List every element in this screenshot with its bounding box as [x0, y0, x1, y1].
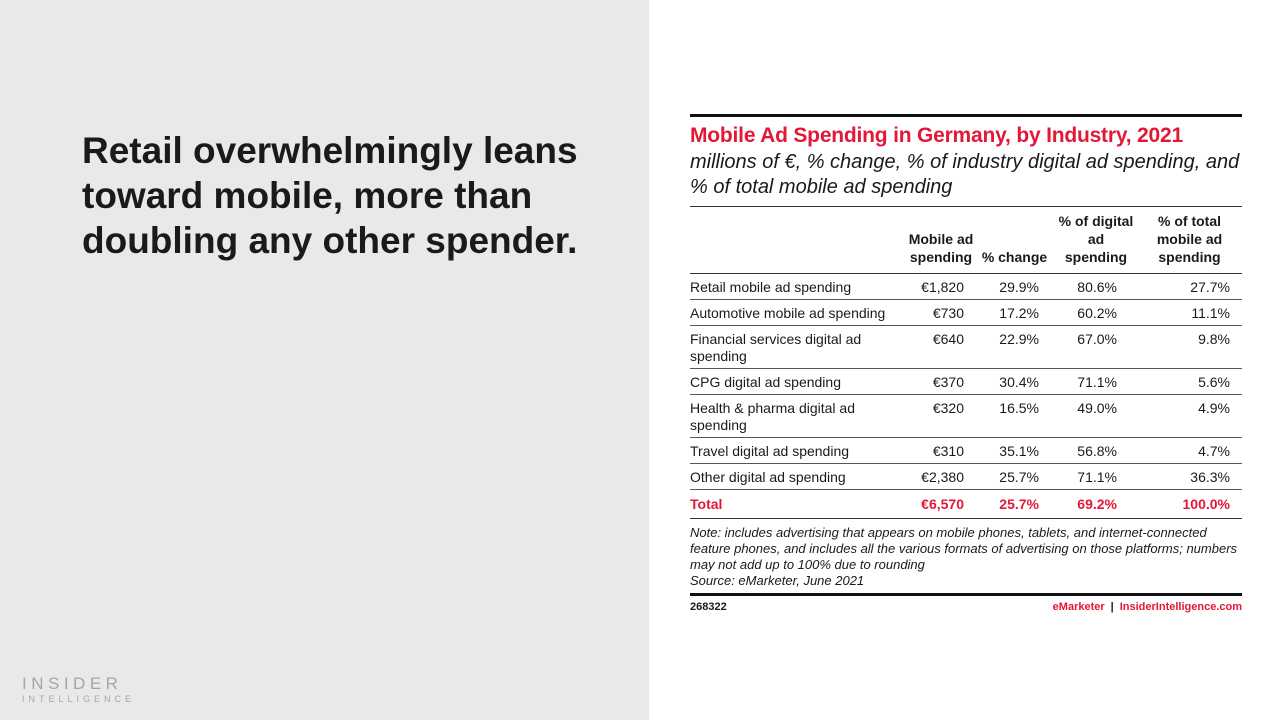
top-rule [690, 114, 1242, 117]
table-cell: 35.1% [974, 438, 1055, 464]
insider-intelligence-logo [22, 675, 135, 705]
table-cell: 71.1% [1055, 369, 1137, 395]
table-row [690, 438, 1242, 464]
table-cell: 9.8% [1137, 326, 1242, 369]
table-cell: 16.5% [974, 395, 1055, 438]
logo-line-insider: INSIDER [22, 674, 123, 693]
row-label: Other digital ad spending [690, 464, 908, 490]
table-cell: 71.1% [1055, 464, 1137, 490]
column-header: % change [974, 207, 1055, 274]
table-cell: 49.0% [1055, 395, 1137, 438]
table-row [690, 274, 1242, 300]
footer-separator: | [1110, 601, 1114, 613]
chart-footer [690, 601, 1242, 613]
chart-subtitle: millions of €, % change, % of industry digital ad spending, and % of total mobile ad spending [690, 151, 1240, 198]
table-cell: €640 [908, 326, 974, 369]
row-label: Automotive mobile ad spending [690, 300, 908, 326]
table-cell: 36.3% [1137, 464, 1242, 490]
header-row [690, 207, 1242, 274]
footer-emarketer: eMarketer [1052, 601, 1105, 613]
table-cell: 69.2% [1055, 490, 1137, 519]
table-cell: €730 [908, 300, 974, 326]
chart-id: 268322 [690, 601, 727, 613]
footer-insider-link: InsiderIntelligence.com [1119, 601, 1242, 613]
table-cell: 11.1% [1137, 300, 1242, 326]
table-cell: €1,820 [908, 274, 974, 300]
row-label: Health & pharma digital ad spending [690, 395, 908, 438]
table-cell: 27.7% [1137, 274, 1242, 300]
chart-title: Mobile Ad Spending in Germany, by Industry, 2021 [690, 124, 1183, 147]
table-cell: 29.9% [974, 274, 1055, 300]
table-cell: 56.8% [1055, 438, 1137, 464]
column-header: Mobile ad spending [908, 207, 974, 274]
column-header [690, 207, 908, 274]
table-cell: 25.7% [974, 490, 1055, 519]
table-cell: 30.4% [974, 369, 1055, 395]
source-text: Source: eMarketer, June 2021 [690, 573, 865, 588]
table-cell: 25.7% [974, 464, 1055, 490]
column-header: % of total mobile ad spending [1137, 207, 1242, 274]
table-cell: 4.7% [1137, 438, 1242, 464]
total-row [690, 490, 1242, 519]
table-body [690, 274, 1242, 519]
column-header: % of digital ad spending [1055, 207, 1137, 274]
logo-line-intelligence: INTELLIGENCE [22, 694, 136, 704]
headline: Retail overwhelmingly leans toward mobile, more than doubling any other spender. [82, 130, 578, 261]
table-cell: 22.9% [974, 326, 1055, 369]
table-cell: 100.0% [1137, 490, 1242, 519]
table-row [690, 369, 1242, 395]
data-table [690, 207, 1242, 519]
table-cell: €370 [908, 369, 974, 395]
chart-card [690, 114, 1242, 613]
table-cell: €310 [908, 438, 974, 464]
row-label: Retail mobile ad spending [690, 274, 908, 300]
table-cell: €6,570 [908, 490, 974, 519]
table-cell: 4.9% [1137, 395, 1242, 438]
bottom-rule [690, 593, 1242, 596]
table-cell: €2,380 [908, 464, 974, 490]
footer-brands [1053, 601, 1242, 613]
table-cell: 5.6% [1137, 369, 1242, 395]
row-label: Travel digital ad spending [690, 438, 908, 464]
row-label: Financial services digital ad spending [690, 326, 908, 369]
table-row [690, 326, 1242, 369]
row-label: Total [690, 490, 908, 519]
chart-notes [690, 525, 1242, 589]
table-cell: 67.0% [1055, 326, 1137, 369]
table-cell: 60.2% [1055, 300, 1137, 326]
table-row [690, 300, 1242, 326]
table-row [690, 464, 1242, 490]
table-cell: 80.6% [1055, 274, 1137, 300]
table-cell: €320 [908, 395, 974, 438]
table-row [690, 395, 1242, 438]
row-label: CPG digital ad spending [690, 369, 908, 395]
note-text: Note: includes advertising that appears on mobile phones, tablets, and internet-connected feature phones, and includes all the various formats of advertising on those platforms; numbers may not add up to 100% due to rounding [690, 525, 1238, 572]
table-cell: 17.2% [974, 300, 1055, 326]
